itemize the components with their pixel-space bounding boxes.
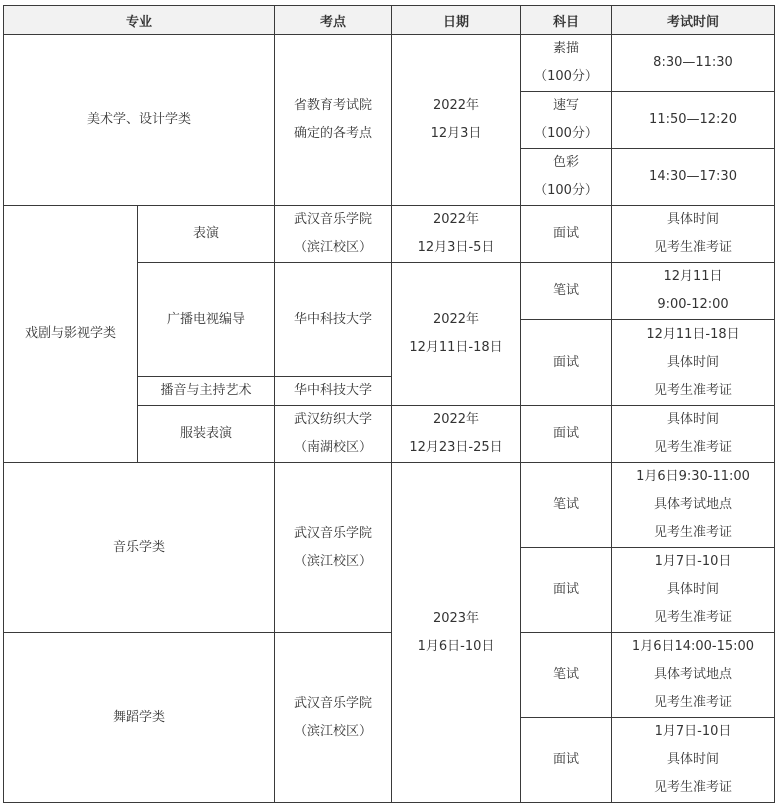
time-music-interview: 1月7日-10日 具体时间 见考生准考证 [612, 548, 775, 633]
time-costume-interview: 具体时间 见考生准考证 [612, 406, 775, 463]
header-subject: 科目 [521, 6, 612, 35]
time-dance-written: 1月6日14:00-15:00 具体考试地点 见考生准考证 [612, 633, 775, 718]
location-music: 武汉音乐学院 （滨江校区） [275, 463, 392, 633]
major-costume-performance: 服装表演 [138, 406, 275, 463]
location-dance: 武汉音乐学院 （滨江校区） [275, 633, 392, 803]
subject-dance-written: 笔试 [521, 633, 612, 718]
subject-quick-sketch: 速写 （100分） [521, 92, 612, 149]
date-costume: 2022年 12月23日-25日 [392, 406, 521, 463]
header-major: 专业 [4, 6, 275, 35]
date-music-dance: 2023年 1月6日-10日 [392, 463, 521, 803]
subject-costume-interview: 面试 [521, 406, 612, 463]
time-performance-interview: 具体时间 见考生准考证 [612, 206, 775, 263]
major-hosting: 播音与主持艺术 [138, 377, 275, 406]
header-date: 日期 [392, 6, 521, 35]
time-dance-interview: 1月7日-10日 具体时间 见考生准考证 [612, 718, 775, 803]
major-music: 音乐学类 [4, 463, 275, 633]
location-performance: 武汉音乐学院 （滨江校区） [275, 206, 392, 263]
location-art: 省教育考试院 确定的各考点 [275, 35, 392, 206]
subject-broadcast-written: 笔试 [521, 263, 612, 320]
date-performance: 2022年 12月3日-5日 [392, 206, 521, 263]
subject-color: 色彩 （100分） [521, 149, 612, 206]
exam-schedule-table [3, 5, 775, 803]
major-drama-film: 戏剧与影视学类 [4, 206, 138, 463]
subject-broadcast-interview: 面试 [521, 320, 612, 406]
location-hosting: 华中科技大学 [275, 377, 392, 406]
major-performance: 表演 [138, 206, 275, 263]
major-broadcast-directing: 广播电视编导 [138, 263, 275, 377]
header-location: 考点 [275, 6, 392, 35]
time-quick-sketch: 11:50—12:20 [612, 92, 775, 149]
time-broadcast-interview: 12月11日-18日 具体时间 见考生准考证 [612, 320, 775, 406]
time-sketch: 8:30—11:30 [612, 35, 775, 92]
subject-performance-interview: 面试 [521, 206, 612, 263]
time-color: 14:30—17:30 [612, 149, 775, 206]
time-broadcast-written: 12月11日 9:00-12:00 [612, 263, 775, 320]
major-dance: 舞蹈学类 [4, 633, 275, 803]
location-broadcast: 华中科技大学 [275, 263, 392, 377]
subject-music-written: 笔试 [521, 463, 612, 548]
time-music-written: 1月6日9:30-11:00 具体考试地点 见考生准考证 [612, 463, 775, 548]
major-art-design: 美术学、设计学类 [4, 35, 275, 206]
location-costume: 武汉纺织大学 （南湖校区） [275, 406, 392, 463]
header-row [4, 6, 775, 35]
subject-sketch: 素描 （100分） [521, 35, 612, 92]
date-art: 2022年 12月3日 [392, 35, 521, 206]
date-broadcast: 2022年 12月11日-18日 [392, 263, 521, 406]
subject-dance-interview: 面试 [521, 718, 612, 803]
subject-music-interview: 面试 [521, 548, 612, 633]
header-exam-time: 考试时间 [612, 6, 775, 35]
